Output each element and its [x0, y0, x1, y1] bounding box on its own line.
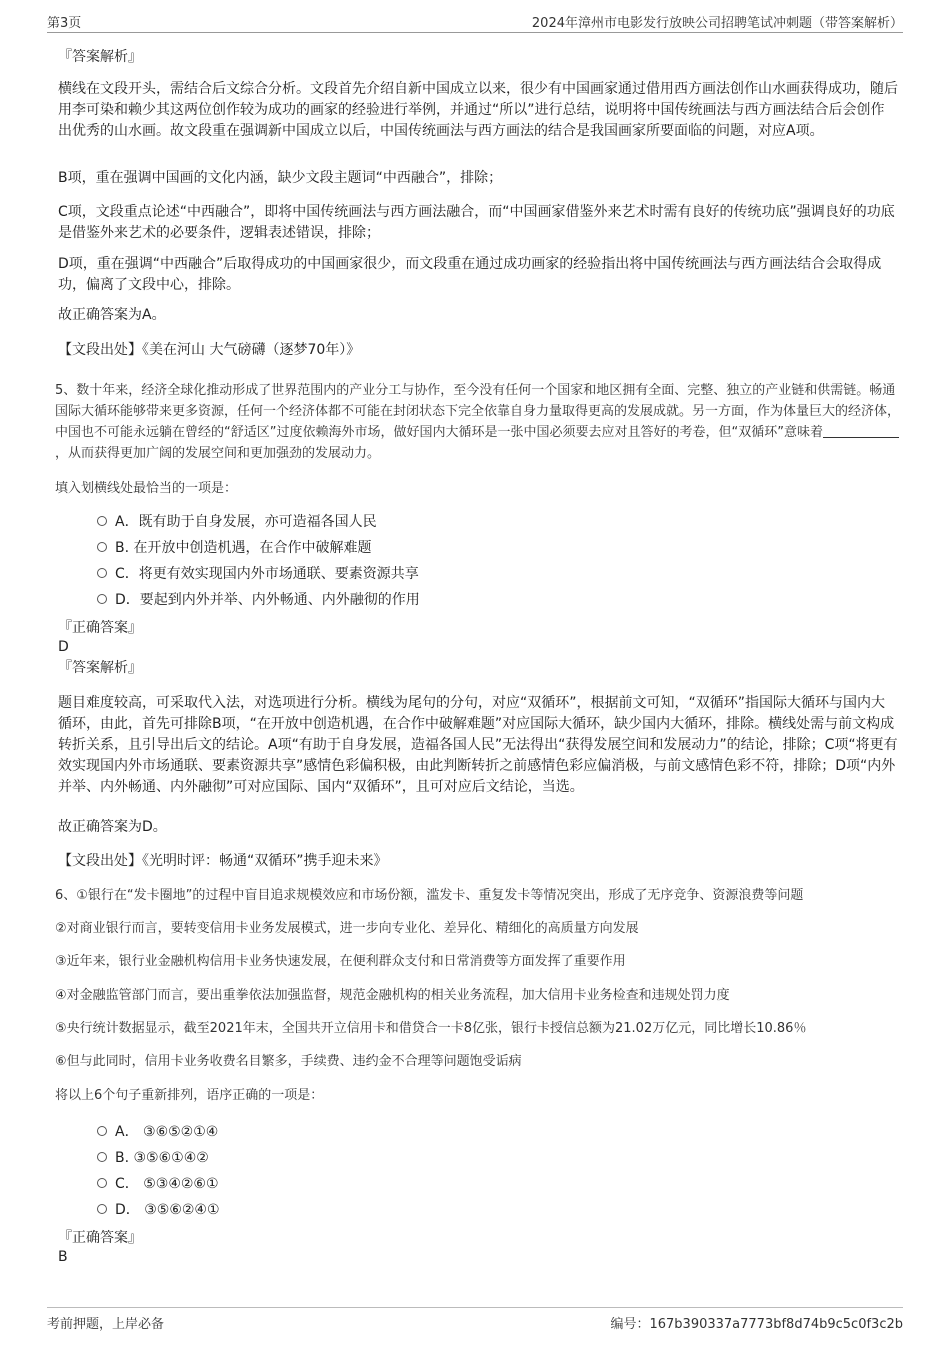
question-5-prompt: 填入划横线处最恰当的一项是：: [55, 481, 238, 496]
radio-icon[interactable]: [97, 1126, 107, 1136]
radio-icon[interactable]: [97, 1152, 107, 1162]
question-6-sentence-4: ④对金融监管部门而言，要出重拳依法加强监督，规范金融机构的相关业务流程，加大信用卡业务检查和违规处罚力度: [55, 988, 730, 1003]
question-5-option-a[interactable]: A．既有助于自身发展，亦可造福各国人民: [97, 512, 377, 532]
question-6-option-a[interactable]: A． ③⑥⑤②①④: [97, 1122, 218, 1142]
radio-icon[interactable]: [97, 1204, 107, 1214]
question-6-sentence-1: 6、①银行在“发卡圈地”的过程中盲目追求规模效应和市场份额，滥发卡、重复发卡等情况突出，形成了无序竞争、资源浪费等问题: [55, 888, 804, 903]
radio-icon[interactable]: [97, 542, 107, 552]
radio-icon[interactable]: [97, 516, 107, 526]
header-divider: [47, 32, 903, 33]
document-title: 2024年漳州市电影发行放映公司招聘笔试冲刺题（带答案解析）: [531, 16, 903, 31]
radio-icon[interactable]: [97, 1178, 107, 1188]
fill-blank: [823, 423, 899, 438]
question-5-option-c[interactable]: C．将更有效实现国内外市场通联、要素资源共享: [97, 564, 419, 584]
correct-answer-label: 『正确答案』: [58, 1230, 142, 1246]
footer-divider: [47, 1307, 903, 1308]
radio-icon[interactable]: [97, 594, 107, 604]
question-5-option-b[interactable]: B. 在开放中创造机遇，在合作中破解难题: [97, 538, 372, 558]
source-citation: 【文段出处】《光明时评：畅通“双循环”携手迎未来》: [58, 853, 388, 869]
question-6-option-b[interactable]: B. ③⑤⑥①④②: [97, 1148, 209, 1168]
footer-slogan: 考前押题，上岸必备: [47, 1317, 165, 1332]
question-6-sentence-6: ⑥但与此同时，信用卡业务收费名目繁多，手续费、违约金不合理等问题饱受诟病: [55, 1054, 522, 1069]
correct-answer-label: 『正确答案』: [58, 620, 142, 636]
question-6-option-c[interactable]: C． ⑤③④②⑥①: [97, 1174, 219, 1194]
answer-conclusion: 故正确答案为A。: [58, 307, 166, 323]
correct-answer-value: D: [58, 639, 69, 655]
question-5-stem: [55, 380, 905, 464]
question-6-sentence-5: ⑤央行统计数据显示，截至2021年末，全国共开立信用卡和借贷合一卡8亿张，银行卡授信总额为21.02万亿元，同比增长10.86％: [55, 1021, 807, 1036]
analysis-option-b: B项，重在强调中国画的文化内涵，缺少文段主题词“中西融合”，排除；: [58, 170, 503, 186]
question-5-analysis: 题目难度较高，可采取代入法，对选项进行分析。横线为尾句的分句，对应“双循环”，根据前文可知，“双循环”指国际大循环与国内大循环，由此，首先可排除B项，“在开放中创造机遇，在合作中破解难题”对应国际大循环，缺少国内大循环，排除。横线处需与前文构成转折关系，且引导出后文的结论。A项“有助于自身发展，造福各国人民”无法得出“获得发展空间和发展动力”的结论，排除；C项“将更有效实现国内外市场通联、要素资源共享”感情色彩偏积极，由此判断转折之前感情色彩应偏消极，与前文感情色彩不符，排除；D项“内外并举、内外畅通、内外融彻”可对应国际、国内“双循环”，且可对应后文结论，当选。: [58, 695, 898, 795]
radio-icon[interactable]: [97, 568, 107, 578]
correct-answer-value: B: [58, 1249, 68, 1265]
question-6-sentence-2: ②对商业银行而言，要转变信用卡业务发展模式，进一步向专业化、差异化、精细化的高质量方向发展: [55, 921, 639, 936]
analysis-option-d: D项，重在强调“中西融合”后取得成功的中国画家很少，而文段重在通过成功画家的经验指出将中国传统画法与西方画法结合会取得成功，偏离了文段中心，排除。: [58, 256, 882, 293]
page-header: [47, 12, 903, 32]
question-6-option-d[interactable]: D． ③⑤⑥②④①: [97, 1200, 220, 1220]
page-number: 第3页: [47, 16, 82, 31]
analysis-paragraph: 横线在文段开头，需结合后文综合分析。文段首先介绍自新中国成立以来，很少有中国画家通过借用西方画法创作山水画获得成功，随后用李可染和赖少其这两位创作较为成功的画家的经验进行举例，并通过“所以”进行总结，说明将中国传统画法与西方画法结合后会创作出优秀的山水画。故文段重在强调新中国成立以后，中国传统画法与西方画法的结合是我国画家所要面临的问题，对应A项。: [58, 81, 898, 139]
document-code: 编号：167b390337a7773bf8d74b9c5c0f3c2b: [610, 1317, 903, 1332]
answer-conclusion: 故正确答案为D。: [58, 819, 167, 835]
analysis-label: 『答案解析』: [58, 660, 142, 676]
question-6-prompt: 将以上6个句子重新排列，语序正确的一项是：: [55, 1088, 324, 1103]
question-5-option-d[interactable]: D．要起到内外并举、内外畅通、内外融彻的作用: [97, 590, 420, 610]
analysis-label: 『答案解析』: [58, 49, 142, 65]
analysis-option-c: C项，文段重点论述“中西融合”，即将中国传统画法与西方画法融合，而“中国画家借鉴外来艺术时需有良好的传统功底”强调良好的功底是借鉴外来艺术的必要条件，逻辑表述错误，排除；: [58, 204, 895, 241]
question-6-sentence-3: ③近年来，银行业金融机构信用卡业务快速发展，在便利群众支付和日常消费等方面发挥了重要作用: [55, 954, 626, 969]
question-5-stem-part1: 5、数十年来，经济全球化推动形成了世界范围内的产业分工与协作，至今没有任何一个国家和地区拥有全面、完整、独立的产业链和供需链。畅通国际大循环能够带来更多资源，任何一个经济体都不可能在封闭状态下完全依靠自身力量取得更高的发展成就。另一方面，作为体量巨大的经济体，中国也不可能永远躺在曾经的“舒适区”过度依赖海外市场，做好国内大循环是一张中国必须要去应对且答好的考卷，但“双循环”意味着: [55, 383, 901, 440]
source-citation: 【文段出处】《美在河山 大气磅礴（逐梦70年）》: [58, 342, 361, 358]
question-5-stem-part2: ，从而获得更加广阔的发展空间和更加强劲的发展动力。: [55, 446, 381, 461]
